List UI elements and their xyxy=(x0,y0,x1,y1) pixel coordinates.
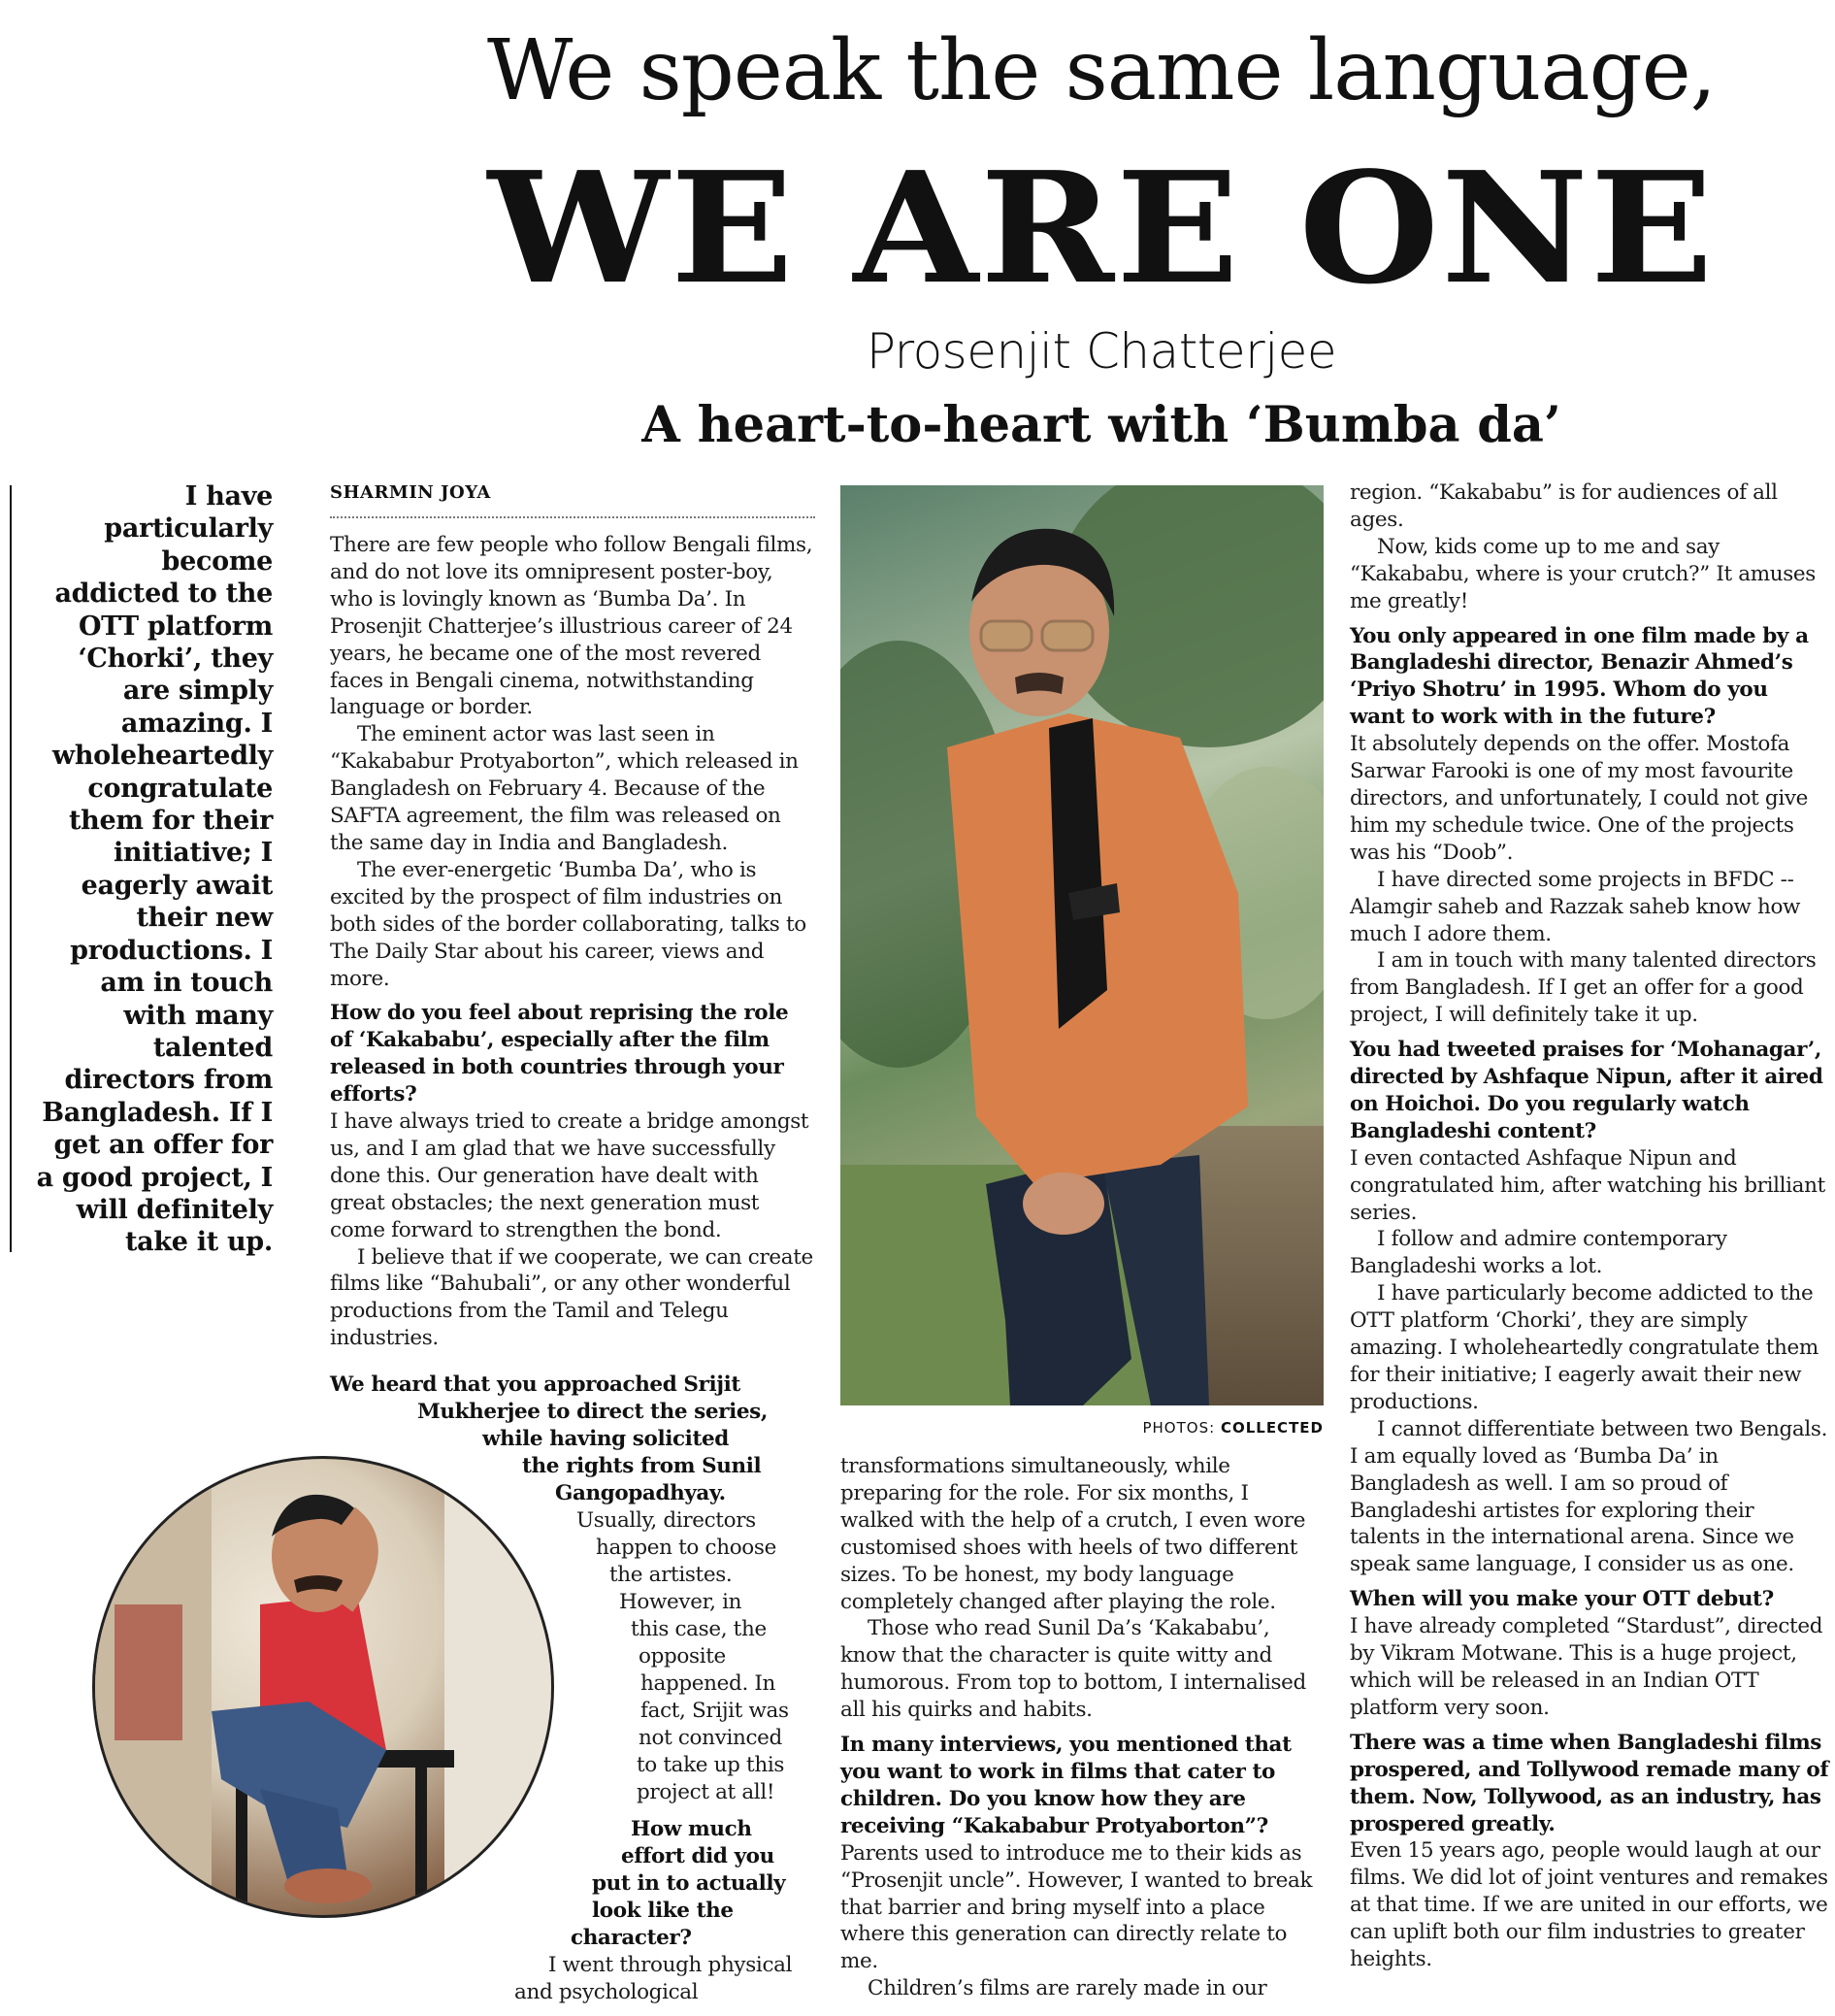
interview-question: You only appeared in one film made by a Bangladeshi director, Benazir Ahmed’s ‘Priyo Shotru’ in 1995. Whom do you want to work with in the future? xyxy=(1350,623,1809,730)
interview-question-line: the rights from Sunil xyxy=(522,1454,762,1478)
headline-deck: A heart-to-heart with ‘Bumba da’ xyxy=(641,396,1561,454)
article-paragraph: I have particularly become addicted to the OTT platform ‘Chorki’, they are simply amazing. I wholeheartedly congratulate them for their initiative; I eagerly await their new productions. xyxy=(1350,1281,1819,1414)
article-paragraph: I even contacted Ashfaque Nipun and congratulated him, after watching his brilliant series. xyxy=(1350,1145,1825,1225)
author-divider xyxy=(330,516,815,518)
interview-question-line: while having solicited xyxy=(482,1427,729,1451)
headline-main: WE ARE ONE xyxy=(487,138,1716,319)
article-paragraph: The eminent actor was last seen in “Kakababur Protyaborton”, which released in Bangladesh on February 4. Because of the SAFTA agreement, the film was released on the same day in India and Bangladesh. xyxy=(330,722,799,855)
article-paragraph: Children’s films are rarely made in our xyxy=(868,1976,1267,2001)
interview-question: You had tweeted praises for ‘Mohanagar’, directed by Ashfaque Nipun, after it aired on Hoichoi. Do you regularly watch Bangladeshi content? xyxy=(1350,1038,1823,1143)
pull-quote-rule xyxy=(10,485,12,1252)
article-paragraph: Parents used to introduce me to their kids as “Prosenjit uncle”. However, I wanted to break that barrier and bring myself into a place where this generation can directly relate to me. xyxy=(840,1840,1313,1974)
article-column-3 xyxy=(1350,479,1829,1973)
answer-line: fact, Srijit was xyxy=(640,1699,789,1723)
article-paragraph: Those who read Sunil Da’s ‘Kakababu’, know that the character is quite witty and humorous. From top to bottom, I internalised all his quirks and habits. xyxy=(840,1616,1306,1723)
article-paragraph: I believe that if we cooperate, we can create films like “Bahubali”, or any other wonderful productions from the Tamil and Telegu industries. xyxy=(330,1244,813,1351)
interview-question: How do you feel about reprising the role of ‘Kakababu’, especially after the film released in both countries through your efforts? xyxy=(330,1001,789,1107)
answer-line: opposite xyxy=(639,1644,726,1669)
answer-line: to take up this xyxy=(637,1753,785,1777)
answer-line: However, in xyxy=(619,1590,742,1614)
author-byline: SHARMIN JOYA xyxy=(330,482,491,503)
answer-line: I went through physical xyxy=(548,1953,793,1977)
article-paragraph: I have directed some projects in BFDC -- Alamgir saheb and Razzak saheb know how much I adore them. xyxy=(1350,867,1801,946)
interview-question: In many interviews, you mentioned that you want to work in films that cater to children. Do you know how they are receiving “Kakababur Protyaborton”? xyxy=(840,1733,1292,1838)
article-paragraph: The ever-energetic ‘Bumba Da’, who is excited by the prospect of film industries on both sides of the border collaborating, talks to The Daily Star about his career, views and more. xyxy=(330,857,806,991)
answer-line: the artistes. xyxy=(609,1563,733,1587)
article-paragraph: I have always tried to create a bridge amongst us, and I am glad that we have successfully done this. Our generation have dealt with great obstacles; the next generation must come forward to strengthen the bond. xyxy=(330,1109,809,1242)
interview-question: There was a time when Bangladeshi films prospered, and Tollywood remade many of them. Now, Tollywood, as an industry, has prospered greatly. xyxy=(1350,1730,1829,1836)
answer-line: and psychological xyxy=(514,1980,699,2004)
article-paragraph: I follow and admire contemporary Bangladeshi works a lot. xyxy=(1350,1227,1727,1279)
article-paragraph: Now, kids come up to me and say “Kakababu, where is your crutch?” It amuses me greatly! xyxy=(1350,534,1816,613)
article-paragraph: There are few people who follow Bengali films, and do not love its omnipresent poster-boy, who is lovingly known as ‘Bumba Da’. In Prosenjit Chatterjee’s illustrious career of 24 years, he became one of the most revered faces in Bengali cinema, notwithstanding language or border. xyxy=(330,533,813,720)
interview-question: When will you make your OTT debut? xyxy=(1350,1587,1774,1612)
article-column-1 xyxy=(330,532,813,1352)
answer-line: happen to choose xyxy=(596,1536,776,1560)
article-paragraph: region. “Kakababu” is for audiences of all ages. xyxy=(1350,480,1778,532)
photo-credit xyxy=(1067,1419,1324,1437)
headline-kicker: We speak the same language, xyxy=(487,22,1716,119)
prosenjit-seated-photo xyxy=(92,1456,554,1918)
seated-illustration xyxy=(95,1459,551,1915)
photo-credit-label: PHOTOS: xyxy=(1142,1419,1216,1437)
article-paragraph: transformations simultaneously, while preparing for the role. For six months, I walked with the help of a crutch, I even wore customised shoes with heels of two different sizes. To be honest, my body language completely changed after playing the role. xyxy=(840,1454,1306,1614)
prosenjit-portrait-photo xyxy=(840,485,1324,1405)
interview-question-line: We heard that you approached Srijit xyxy=(330,1372,740,1397)
answer-line: Usually, directors xyxy=(576,1508,756,1533)
answer-line: project at all! xyxy=(637,1780,775,1804)
article-column-2 xyxy=(840,1453,1326,2002)
pull-quote: I have particularly become addicted to the OTT platform ‘Chorki’, they are simply amazing. I wholeheartedly congratulate them for their initiative; I eagerly await their new productions. I am in touch with many talented directors from Bangladesh. If I get an offer for a good project, I will definitely take it up. xyxy=(36,481,273,1258)
article-paragraph: It absolutely depends on the offer. Mostofa Sarwar Farooki is one of my most favourite directors, and unfortunately, I could not give him my schedule twice. One of the projects was his “Doob”. xyxy=(1350,732,1809,865)
interview-question-line: How much xyxy=(631,1817,752,1841)
article-paragraph: Even 15 years ago, people would laugh at our films. We did lot of joint ventures and remakes at that time. If we are united in our efforts, we can uplift both our film industries to greater heights. xyxy=(1350,1838,1828,1972)
answer-line: happened. In xyxy=(640,1671,776,1696)
answer-line: not convinced xyxy=(639,1726,782,1750)
article-paragraph: I have already completed “Stardust”, directed by Vikram Motwane. This is a huge project, which will be released in an Indian OTT platform very soon. xyxy=(1350,1614,1823,1720)
article-paragraph: I cannot differentiate between two Bengals. I am equally loved as ‘Bumba Da’ in Bangladesh as well. I am so proud of Bangladeshi artistes for exploring their talents in the international arena. Since we speak same language, I consider us as one. xyxy=(1350,1416,1828,1577)
interview-question-line: Gangopadhyay. xyxy=(555,1481,726,1505)
photo-credit-value: COLLECTED xyxy=(1220,1419,1324,1437)
interview-question-line: character? xyxy=(571,1926,692,1950)
portrait-illustration xyxy=(840,485,1324,1405)
article-paragraph: I am in touch with many talented directors from Bangladesh. If I get an offer for a good project, I will definitely take it up. xyxy=(1350,948,1817,1028)
interview-question-line: effort did you xyxy=(621,1844,774,1868)
subject-name: Prosenjit Chatterjee xyxy=(866,323,1337,380)
answer-line: this case, the xyxy=(631,1617,767,1641)
interview-question-line: put in to actually xyxy=(592,1871,786,1896)
interview-question-line: look like the xyxy=(592,1899,734,1923)
interview-question-line: Mukherjee to direct the series, xyxy=(417,1400,768,1424)
